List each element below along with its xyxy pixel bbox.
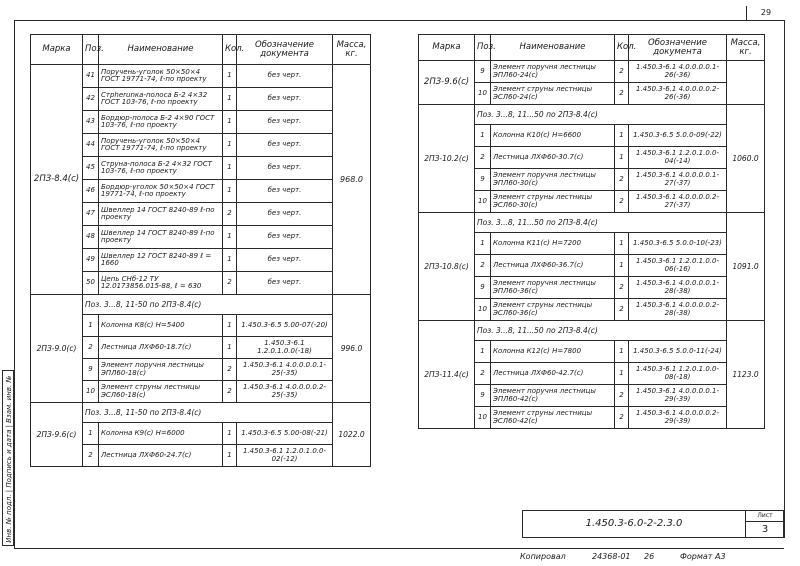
pos-cell: 41 [83, 65, 99, 88]
doc-cell: 1.450.3-6.1 4.0.0.0.0.2-29(-39) [629, 407, 727, 429]
doc-cell: без черт. [237, 88, 333, 111]
side-strip-text: Инв. № подл. | Подпись и дата | Взам. инв. № [5, 375, 13, 543]
pos-cell: 10 [83, 381, 99, 403]
name-cell: Поручень-уголок 50×50×4 ГОСТ 19771-74, ℓ-по проекту [99, 65, 223, 88]
group-header-cell: Поз. 3...8, 11...50 по 2ПЗ-8.4(с) [475, 105, 727, 125]
mark-cell: 2ПЗ-9.6(с) [31, 403, 83, 467]
footer-page: 26 [644, 552, 655, 561]
pos-cell: 9 [475, 169, 491, 191]
name-cell: Стрherunка-полоса Б-2 4×32 ГОСТ 103-76, ℓ-по проекту [99, 88, 223, 111]
pos-cell: 10 [475, 299, 491, 321]
mark-cell: 2ПЗ-10.8(с) [419, 213, 475, 321]
mark-cell: 2ПЗ-11.4(с) [419, 321, 475, 429]
doc-cell: 1.450.3-6.1 4.0.0.0.0.2-27(-37) [629, 191, 727, 213]
pos-cell: 9 [475, 385, 491, 407]
doc-cell: 1.450.3-6.1 1.2.0.1.0.0-02(-12) [237, 445, 333, 467]
name-cell: Элемент поручня лестницы ЭПЛ60-24(с) [491, 61, 615, 83]
mass-cell: 1022.0 [333, 403, 371, 467]
qty-cell: 1 [223, 337, 237, 359]
mark-cell: 2ПЗ-9.6(с) [419, 61, 475, 105]
col-mass-header: Масса, кг. [333, 35, 371, 65]
doc-cell: 1.450.3-6.1 4.0.0.0.0.1-29(-39) [629, 385, 727, 407]
pos-cell: 1 [83, 315, 99, 337]
side-approval-strip [2, 370, 14, 546]
doc-cell: 1.450.3-6.1 4.0.0.0.0.2-28(-38) [629, 299, 727, 321]
table-row [31, 65, 371, 88]
page-number-top: 29 [746, 6, 785, 21]
pos-cell: 47 [83, 203, 99, 226]
doc-cell: 1.450.3-6.5 5.0.0-11(-24) [629, 341, 727, 363]
col-qty-header: Кол. [223, 35, 237, 65]
sheet-box [745, 511, 784, 537]
name-cell: Лестница ЛХФ60-42.7(с) [491, 363, 615, 385]
qty-cell: 1 [223, 157, 237, 180]
name-cell: Колонна К8(с) Н=5400 [99, 315, 223, 337]
pos-cell: 2 [83, 445, 99, 467]
mass-cell: 968.0 [333, 65, 371, 295]
doc-cell: без черт. [237, 134, 333, 157]
name-cell: Элемент струны лестницы ЭСЛ60-30(с) [491, 191, 615, 213]
document-code: 1.450.3-6.0-2-2.3.0 [585, 518, 683, 529]
name-cell: Элемент струны лестницы ЭСЛ60-36(с) [491, 299, 615, 321]
qty-cell: 2 [615, 385, 629, 407]
doc-cell: 1.450.3-6.1 1.2.0.1.0.0(-18) [237, 337, 333, 359]
doc-cell: без черт. [237, 111, 333, 134]
frame-bottom-line [14, 548, 784, 549]
name-cell: Элемент поручня лестницы ЭПЛ60-36(с) [491, 277, 615, 299]
pos-cell: 2 [83, 337, 99, 359]
qty-cell: 1 [615, 255, 629, 277]
qty-cell: 2 [615, 169, 629, 191]
pos-cell: 48 [83, 226, 99, 249]
name-cell: Лестница ЛХФ60-36.7(с) [491, 255, 615, 277]
left-spec-table [30, 34, 371, 467]
doc-cell: 1.450.3-6.1 4.0.0.0.0.1-28(-38) [629, 277, 727, 299]
qty-cell: 2 [615, 191, 629, 213]
col-qty-header: Кол. [615, 35, 629, 61]
name-cell: Элемент поручня лестницы ЭПЛ60-30(с) [491, 169, 615, 191]
mass-cell: 1091.0 [727, 213, 765, 321]
mass-cell: 996.0 [333, 295, 371, 403]
mass-cell: 1123.0 [727, 321, 765, 429]
pos-cell: 10 [475, 83, 491, 105]
group-header-row [31, 295, 371, 315]
qty-cell: 1 [223, 423, 237, 445]
pos-cell: 1 [475, 233, 491, 255]
pos-cell: 10 [475, 191, 491, 213]
qty-cell: 2 [223, 381, 237, 403]
col-doc-header: Обозначение документа [629, 35, 727, 61]
pos-cell: 1 [475, 125, 491, 147]
frame-right-line [784, 20, 785, 538]
doc-cell: 1.450.3-6.1 1.2.0.1.0.0-08(-18) [629, 363, 727, 385]
qty-cell: 2 [223, 359, 237, 381]
col-mark-header: Марка [419, 35, 475, 61]
doc-cell: 1.450.3-6.1 4.0.0.0.0.1-25(-35) [237, 359, 333, 381]
pos-cell: 1 [83, 423, 99, 445]
pos-cell: 44 [83, 134, 99, 157]
qty-cell: 2 [615, 407, 629, 429]
frame-top-line [14, 20, 784, 21]
sheet-label: Лист [746, 511, 784, 522]
pos-cell: 50 [83, 272, 99, 295]
name-cell: Швеллер 12 ГОСТ 8240-89 ℓ = 1660 [99, 249, 223, 272]
col-name-header: Наименование [491, 35, 615, 61]
doc-cell: без черт. [237, 180, 333, 203]
qty-cell: 1 [223, 88, 237, 111]
doc-cell: без черт. [237, 65, 333, 88]
footer-format: Формат А3 [680, 552, 726, 561]
name-cell: Поручень-уголок 50×50×4 ГОСТ 19771-74, ℓ-по проекту [99, 134, 223, 157]
name-cell: Бордюр-полоса Б-2 4×90 ГОСТ 103-76, ℓ-по проекту [99, 111, 223, 134]
table-row [419, 61, 765, 83]
group-header-row [419, 321, 765, 341]
col-pos-header: Поз. [83, 35, 99, 65]
name-cell: Элемент струны лестницы ЭСЛ60-24(с) [491, 83, 615, 105]
doc-cell: 1.450.3-6.1 1.2.0.1.0.0-06(-16) [629, 255, 727, 277]
name-cell: Лестница ЛХФ60-24.7(с) [99, 445, 223, 467]
footer [520, 550, 784, 564]
mark-cell: 2ПЗ-10.2(с) [419, 105, 475, 213]
footer-number: 24368-01 [592, 552, 631, 561]
qty-cell: 1 [223, 249, 237, 272]
name-cell: Швеллер 14 ГОСТ 8240-89 ℓ-по проекту [99, 203, 223, 226]
pos-cell: 45 [83, 157, 99, 180]
qty-cell: 2 [615, 61, 629, 83]
col-pos-header: Поз. [475, 35, 491, 61]
name-cell: Элемент струны лестницы ЭСЛ60-42(с) [491, 407, 615, 429]
pos-cell: 9 [83, 359, 99, 381]
qty-cell: 1 [223, 226, 237, 249]
pos-cell: 2 [475, 363, 491, 385]
pos-cell: 43 [83, 111, 99, 134]
qty-cell: 1 [223, 315, 237, 337]
group-header-row [419, 213, 765, 233]
name-cell: Лестница ЛХФ60-18.7(с) [99, 337, 223, 359]
name-cell: Колонна К12(с) Н=7800 [491, 341, 615, 363]
group-header-row [31, 403, 371, 423]
name-cell: Лестница ЛХФ60-30.7(с) [491, 147, 615, 169]
mark-cell: 2ПЗ-9.0(с) [31, 295, 83, 403]
pos-cell: 9 [475, 61, 491, 83]
name-cell: Элемент поручня лестницы ЭПЛ60-18(с) [99, 359, 223, 381]
doc-cell: без черт. [237, 157, 333, 180]
sheet-number: 3 [761, 524, 769, 535]
pos-cell: 2 [475, 147, 491, 169]
doc-cell: без черт. [237, 226, 333, 249]
name-cell: Колонна К11(с) Н=7200 [491, 233, 615, 255]
name-cell: Колонна К9(с) Н=6000 [99, 423, 223, 445]
col-mark-header: Марка [31, 35, 83, 65]
qty-cell: 2 [615, 299, 629, 321]
col-name-header: Наименование [99, 35, 223, 65]
pos-cell: 46 [83, 180, 99, 203]
group-header-cell: Поз. 3...8, 11-50 по 2ПЗ-8.4(с) [83, 295, 333, 315]
qty-cell: 1 [223, 111, 237, 134]
doc-cell: 1.450.3-6.1 4.0.0.0.0.2-26(-36) [629, 83, 727, 105]
right-spec-table [418, 34, 765, 429]
qty-cell: 2 [615, 277, 629, 299]
qty-cell: 1 [615, 125, 629, 147]
pos-cell: 49 [83, 249, 99, 272]
qty-cell: 1 [223, 180, 237, 203]
qty-cell: 2 [223, 203, 237, 226]
qty-cell: 1 [615, 233, 629, 255]
doc-cell: 1.450.3-6.5 5.00-07(-20) [237, 315, 333, 337]
doc-cell: 1.450.3-6.1 4.0.0.0.0.2-25(-35) [237, 381, 333, 403]
name-cell: Швеллер 14 ГОСТ 8240-89 ℓ-по проекту [99, 226, 223, 249]
pos-cell: 2 [475, 255, 491, 277]
name-cell: Элемент поручня лестницы ЭПЛ60-42(с) [491, 385, 615, 407]
doc-cell: 1.450.3-6.1 1.2.0.1.0.0-04(-14) [629, 147, 727, 169]
name-cell: Цепь СНб-12 ТУ 12.0173856.015-88, ℓ = 630 [99, 272, 223, 295]
mass-cell: 1060.0 [727, 105, 765, 213]
title-block-stamp [522, 510, 784, 538]
pos-cell: 9 [475, 277, 491, 299]
qty-cell: 1 [615, 363, 629, 385]
doc-cell: без черт. [237, 203, 333, 226]
mark-cell: 2ПЗ-8.4(с) [31, 65, 83, 295]
group-header-cell: Поз. 3...8, 11-50 по 2ПЗ-8.4(с) [83, 403, 333, 423]
group-header-row [419, 105, 765, 125]
qty-cell: 1 [615, 341, 629, 363]
qty-cell: 2 [615, 83, 629, 105]
qty-cell: 1 [615, 147, 629, 169]
doc-cell: 1.450.3-6.5 5.0.0-10(-23) [629, 233, 727, 255]
name-cell: Бордюр-уголок 50×50×4 ГОСТ 19771-74, ℓ-по проекту [99, 180, 223, 203]
group-header-cell: Поз. 3...8, 11...50 по 2ПЗ-8.4(с) [475, 321, 727, 341]
doc-cell: без черт. [237, 272, 333, 295]
name-cell: Колонна К10(с) Н=6600 [491, 125, 615, 147]
doc-cell: 1.450.3-6.1 4.0.0.0.0.1-27(-37) [629, 169, 727, 191]
pos-cell: 10 [475, 407, 491, 429]
qty-cell: 1 [223, 134, 237, 157]
doc-cell: 1.450.3-6.5 5.0.0-09(-22) [629, 125, 727, 147]
col-mass-header: Масса, кг. [727, 35, 765, 61]
name-cell: Элемент струны лестницы ЭСЛ60-18(с) [99, 381, 223, 403]
qty-cell: 2 [223, 272, 237, 295]
name-cell: Струна-полоса Б-2 4×32 ГОСТ 103-76, ℓ-по проекту [99, 157, 223, 180]
qty-cell: 1 [223, 445, 237, 467]
pos-cell: 1 [475, 341, 491, 363]
footer-copied: Копировал [520, 552, 566, 561]
doc-cell: 1.450.3-6.5 5.00-08(-21) [237, 423, 333, 445]
mass-cell [727, 61, 765, 105]
col-doc-header: Обозначение документа [237, 35, 333, 65]
doc-cell: 1.450.3-6.1 4.0.0.0.0.1-26(-36) [629, 61, 727, 83]
qty-cell: 1 [223, 65, 237, 88]
doc-cell: без черт. [237, 249, 333, 272]
pos-cell: 42 [83, 88, 99, 111]
group-header-cell: Поз. 3...8, 11...50 по 2ПЗ-8.4(с) [475, 213, 727, 233]
